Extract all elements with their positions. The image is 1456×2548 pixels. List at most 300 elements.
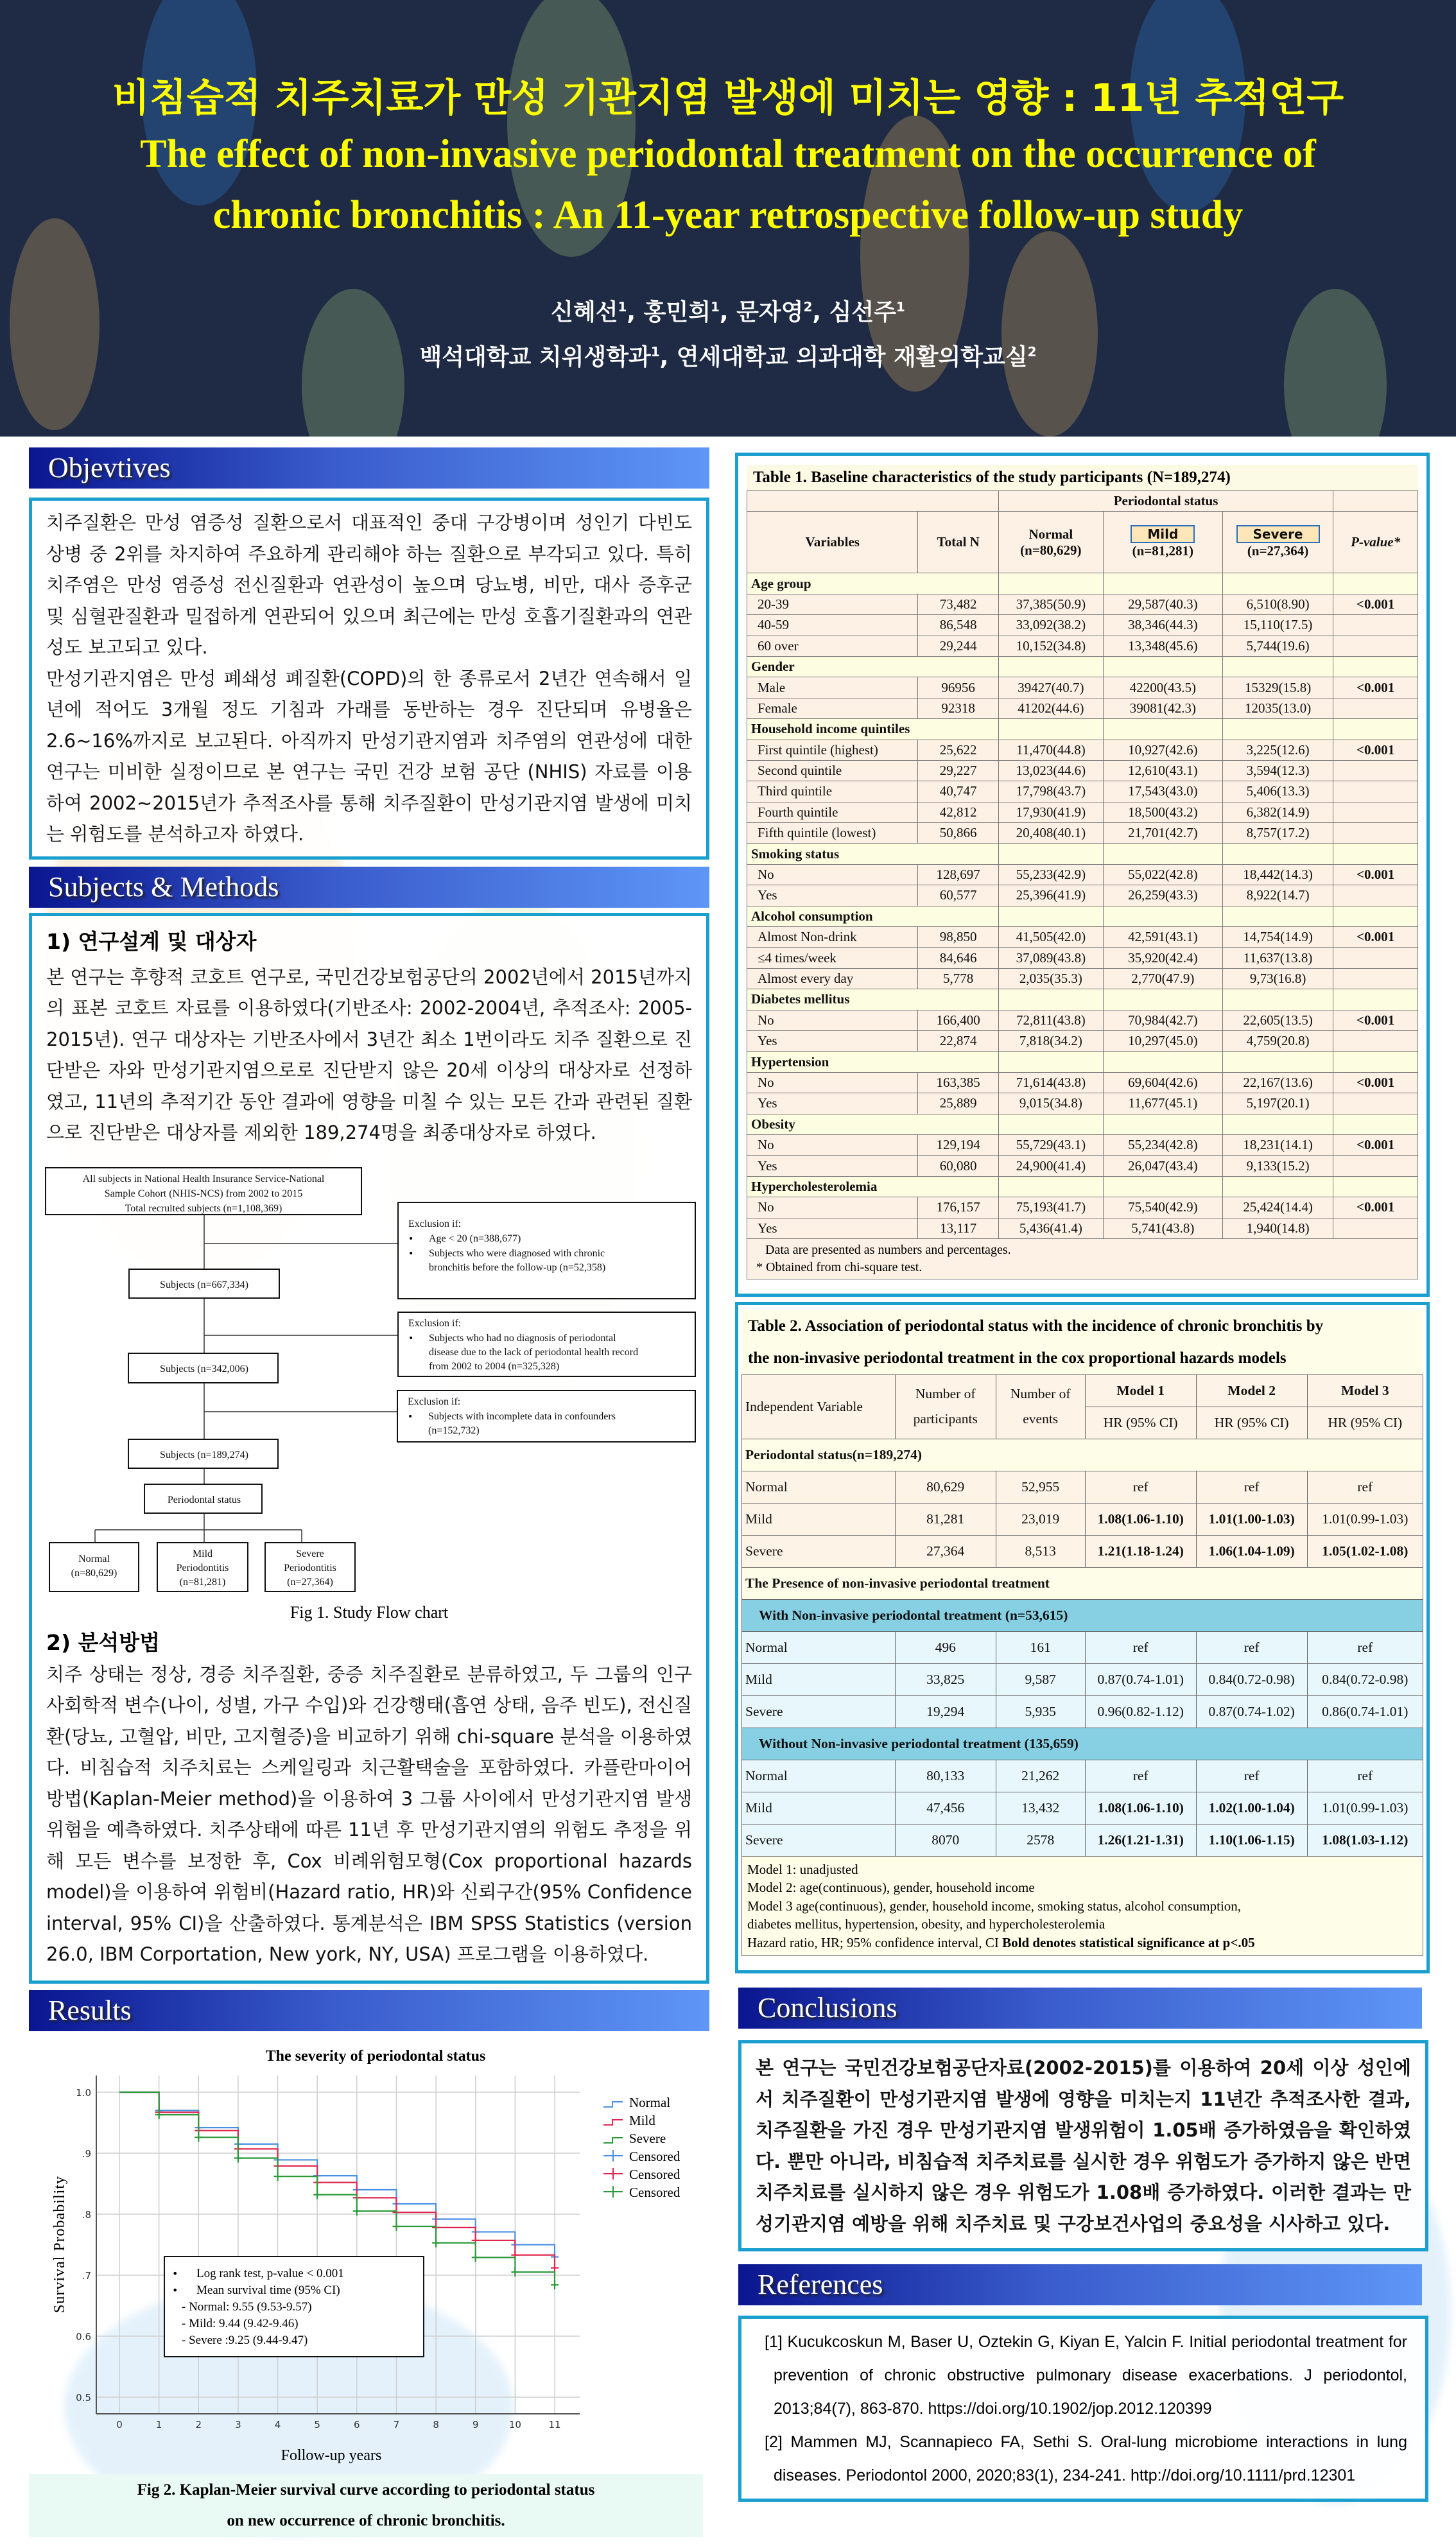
table1-cell (1333, 760, 1418, 781)
legend-line-icon (603, 2138, 623, 2143)
table1-row (747, 823, 1418, 844)
annotation-text: Log rank test, p-value < 0.001 (196, 2266, 344, 2280)
x-axis-label: Follow-up years (281, 2447, 382, 2464)
table2-cell: 19,294 (895, 1695, 996, 1728)
note-bold-text: Bold denotes statistical significance at p<.05 (1002, 1934, 1255, 1950)
group-label: Alcohol consumption (747, 906, 999, 926)
table1-row (747, 1197, 1418, 1218)
table2-cell: ref (1196, 1631, 1307, 1663)
table1-cell: 11,677(45.1) (1103, 1093, 1222, 1114)
table1-cell (1333, 615, 1418, 636)
table2-cell: Mild (742, 1663, 896, 1695)
flow-box-leaf (49, 1543, 139, 1591)
header-line: Number of (1010, 1386, 1071, 1402)
table2-header-variable: Independent Variable (742, 1374, 896, 1439)
exclusion-item: disease due to the lack of periodontal health record (429, 1346, 639, 1358)
table1-row (747, 1030, 1418, 1051)
bullet-icon: • (408, 1248, 414, 1259)
x-tick-label: 9 (472, 2418, 479, 2431)
table1-box (735, 453, 1430, 1297)
table1-cell: 22,167(13.6) (1222, 1072, 1333, 1093)
reference-item: [2] Mammen MJ, Scannapieco FA, Sethi S. Oral-lung microbiome interactions in lung diseases. Periodontol 2000, 2020;83(1), 234-241. http://doi.org/10.1111/prd.12301 (765, 2433, 1407, 2485)
table1-cell: Yes (747, 1218, 918, 1238)
group-label: Diabetes mellitus (747, 989, 999, 1010)
table1-cell: 55,234(42.8) (1103, 1134, 1222, 1155)
references-box (738, 2316, 1428, 2502)
table1-cell (1333, 781, 1418, 802)
flow-box-text: Total recruited subjects (n=1,108,369) (125, 1202, 282, 1214)
table2-notes (741, 1857, 1423, 1957)
censored-mark (551, 2263, 559, 2272)
table1-cell: 3,594(12.3) (1222, 760, 1333, 781)
table1-cell: 22,874 (918, 1030, 998, 1051)
left-column (29, 447, 709, 2537)
table2-header-events (996, 1374, 1085, 1439)
table1-row (747, 636, 1418, 656)
empty-cell (1222, 844, 1333, 864)
table1-cell: 75,540(42.9) (1103, 1197, 1222, 1218)
group-label: Obesity (747, 1114, 999, 1134)
table2-cell: Severe (742, 1824, 896, 1856)
table1-cell: 39427(40.7) (998, 677, 1103, 698)
table1-note: Data are presented as numbers and percentages. (765, 1242, 1011, 1257)
table2-cell: 0.84(0.72-0.98) (1307, 1663, 1423, 1695)
table1-group-row (747, 989, 1418, 1010)
table1-cell: 17,930(41.9) (998, 802, 1103, 822)
table1-header-variables: Variables (747, 512, 918, 573)
author-name: 문자영 (736, 299, 804, 325)
empty-cell (1333, 1052, 1418, 1072)
censored-mark (551, 2280, 559, 2289)
header-line: Number of (915, 1386, 976, 1402)
legend-censor-icon (603, 2150, 623, 2162)
table2-box (735, 1302, 1430, 1974)
table1-cell: 3,225(12.6) (1222, 740, 1333, 760)
flow-leaf-text: Periodontitis (176, 1562, 229, 1573)
group-label: Hypercholesterolemia (747, 1176, 999, 1197)
table1-cell: 25,889 (918, 1093, 998, 1114)
table1-header-normal (998, 512, 1103, 573)
empty-cell (1222, 719, 1333, 740)
table1-cell: 92318 (918, 698, 998, 718)
table2-cell: 1.05(1.02-1.08) (1307, 1535, 1423, 1567)
km-curve-normal (119, 2092, 555, 2257)
y-axis-label: Survival Probability (51, 2175, 68, 2313)
y-tick-label: .9 (82, 2147, 91, 2160)
empty-cell (1103, 719, 1222, 740)
table2-cell: 1.08(1.06-1.10) (1085, 1792, 1196, 1824)
header-line: participants (913, 1411, 978, 1427)
legend-label: Mild (629, 2112, 655, 2128)
table1-cell: 60 over (747, 636, 918, 656)
table2-row (742, 1535, 1423, 1567)
table1-cell: <0.001 (1333, 594, 1418, 614)
table1-cell: Almost Non-drink (747, 927, 918, 948)
empty-cell (1103, 656, 1222, 677)
table1-cell: 98,850 (918, 927, 998, 948)
x-tick-label: 4 (274, 2418, 281, 2431)
group-label: Gender (747, 656, 999, 677)
empty-cell (1222, 1052, 1333, 1072)
table1-cell: 5,741(43.8) (1103, 1218, 1222, 1238)
y-tick-label: .7 (82, 2269, 91, 2282)
table1-cell: 21,701(42.7) (1103, 823, 1222, 844)
table1-cell: Yes (747, 1093, 918, 1114)
table2-header-hr: HR (95% CI) (1196, 1407, 1307, 1439)
table1-cell: Third quintile (747, 781, 918, 802)
table1-cell: No (747, 864, 918, 885)
table1-cell: 22,605(13.5) (1222, 1010, 1333, 1030)
table2-row (742, 1792, 1423, 1824)
methods-box (29, 913, 709, 1984)
table1-cell: <0.001 (1333, 740, 1418, 760)
table1-row (747, 677, 1418, 698)
censored-mark (195, 2133, 202, 2142)
table1-cell: 69,604(42.6) (1103, 1072, 1222, 1093)
references-heading: References (738, 2264, 1422, 2305)
empty-cell (1222, 989, 1333, 1010)
table1-header-total: Total N (918, 512, 998, 573)
table2-title-line: Table 2. Association of periodontal status with the incidence of chronic bronchitis by (748, 1317, 1324, 1335)
table1-cell: Fifth quintile (lowest) (747, 823, 918, 844)
table1-cell: No (747, 1134, 918, 1155)
table1-cell: First quintile (highest) (747, 740, 918, 760)
table2-section-row (742, 1567, 1423, 1599)
legend-label: Severe (629, 2130, 666, 2146)
table1-cell: 40-59 (747, 615, 918, 636)
table1-cell: 18,442(14.3) (1222, 864, 1333, 885)
table1-cell (1333, 1030, 1418, 1051)
table1-cell: 17,798(43.7) (998, 781, 1103, 802)
affiliations: 백석대학교 치위생학과$^1$, 연세대학교 의과대학 재활의학교실$^2$ (419, 344, 1037, 370)
table1-cell: 10,297(45.0) (1103, 1030, 1222, 1051)
x-tick-label: 7 (393, 2418, 400, 2431)
kaplan-meier-chart (26, 2031, 706, 2474)
table1-cell: 9,133(15.2) (1222, 1156, 1333, 1176)
fig2-caption-line-2: on new occurrence of chronic bronchitis. (227, 2511, 505, 2529)
methods-analysis-text: 치주 상태는 정상, 경증 치주질환, 중증 치주질환로 분류하였고, 두 그룹의 인구사회학적 변수(나이, 성별, 가구 수입)와 건강행태(흡연 상태, 음주 빈도), 전신질환(당뇨, 고혈압, 비만, 고지혈증)을 비교하기 위해 chi-square 분석을 이용하였다. 비침습적 치주치료는 스케일링과 치근활택술을 포함하였다. 카플란마이어 방법(Kaplan-Meier method)을 이용하여 3 그룹 사이에서 만성기관지염 발생 위험을 예측하였다. 치주상태에 따른 11년 후 만성기관지염의 위험도 추정을 위해 모든 변수를 보정한 후, Cox 비례위험모형(Cox proportional hazards model)을 이용하여 위험비(Hazard ratio, HR)와 신뢰구간(95% Confidence interval, 95% CI)을 산출하였다. 통계분석은 IBM SPSS Statistics (version 26.0, IBM Corportation, New york, NY, USA) 프로그램을 이용하였다. (46, 1663, 692, 1965)
author-name: 연세대학교 의과대학 재활의학교실 (676, 344, 1028, 370)
table2-cell: 1.08(1.03-1.12) (1307, 1824, 1423, 1856)
annotation-text: Mean survival time (95% CI) (196, 2283, 340, 2297)
table2-title-line: the non-invasive periodontal treatment in the cox proportional hazards models (748, 1349, 1287, 1367)
chart-title: The severity of periodontal status (265, 2047, 486, 2065)
table1-cell: 9,015(34.8) (998, 1093, 1103, 1114)
results-heading: Results (29, 1990, 709, 2031)
table1-cell: 5,197(20.1) (1222, 1093, 1333, 1114)
table2-cell: Mild (742, 1792, 896, 1824)
table2-cell: 52,955 (996, 1471, 1085, 1503)
table1-cell: 2,770(47.9) (1103, 968, 1222, 989)
table1-cell (1333, 636, 1418, 656)
table2-cell: Severe (742, 1535, 896, 1567)
table2-cell: ref (1196, 1471, 1307, 1503)
table1-group-row (747, 844, 1418, 864)
objectives-paragraph: 만성기관지염은 만성 폐쇄성 폐질환(COPD)의 한 종류로서 2년간 연속해서 일년에 적어도 3개월 정도 기침과 가래를 동반하는 경우 진단되며 유병율은 2.6~16%까지로 보고된다. 아직까지 만성기관지염과 치주염의 연관성에 대한 연구는 미비한 실정이므로 본 연구는 국민 건강 보험 공단 (NHIS) 자료를 이용하여 2002~2015년가 추적조사를 통해 치주질환이 만성기관지염 발생에 미치는 위험도를 분석하고자 하였다. (46, 667, 692, 845)
table1-row (747, 927, 1418, 948)
table1-cell: 6,382(14.9) (1222, 802, 1333, 822)
table2-row (742, 1760, 1423, 1792)
group-label: Household income quintiles (747, 719, 999, 740)
table1-header-mild (1103, 512, 1222, 573)
header-label: Normal (1028, 526, 1073, 542)
table1-cell: 13,023(44.6) (998, 760, 1103, 781)
table1-cell: 29,227 (918, 760, 998, 781)
flow-box-text: All subjects in National Health Insurance Service-National (82, 1173, 325, 1184)
table1-cell: 29,244 (918, 636, 998, 656)
table2-row (742, 1631, 1423, 1663)
empty-cell (998, 573, 1103, 594)
legend-label: Censored (629, 2166, 680, 2182)
table1-cell: 163,385 (918, 1072, 998, 1093)
methods-subheading-analysis: 2) 분석방법 (46, 1629, 160, 1655)
author-name: 심선주 (829, 299, 896, 325)
table1-cell: 13,348(45.6) (1103, 636, 1222, 656)
table1-note: * Obtained from chi-square test. (756, 1260, 923, 1274)
table1-cell: Fourth quintile (747, 802, 918, 822)
table2-cell: 1.06(1.04-1.09) (1196, 1535, 1307, 1567)
table1-group-row (747, 573, 1418, 594)
table1-cell: 129,194 (918, 1134, 998, 1155)
table2-note: Model 2: age(continuous), gender, household income (747, 1880, 1035, 1896)
table2-cell: 0.86(0.74-1.01) (1307, 1695, 1423, 1728)
table2-cell: 2578 (996, 1824, 1085, 1856)
table1-cell: 60,080 (918, 1156, 998, 1176)
legend-label: Censored (629, 2148, 680, 2164)
y-tick-label: 0.5 (76, 2391, 91, 2404)
table1-cell: 25,396(41.9) (998, 885, 1103, 906)
empty-cell (998, 1176, 1103, 1197)
bullet-icon: • (408, 1333, 414, 1344)
exclusion-item: Subjects with incomplete data in confounders (428, 1410, 616, 1422)
table2-cell: 0.84(0.72-0.98) (1196, 1663, 1307, 1695)
table1-cell: <0.001 (1333, 1197, 1418, 1218)
bullet-icon: • (172, 2284, 178, 2296)
table1-cell: ≤4 times/week (747, 948, 918, 968)
empty-cell (1333, 573, 1418, 594)
x-tick-label: 10 (508, 2418, 521, 2431)
table1-cell: 176,157 (918, 1197, 998, 1218)
table1-cell: <0.001 (1333, 1072, 1418, 1093)
y-tick-label: 1.0 (76, 2086, 91, 2099)
table2-note: Model 1: unadjusted (747, 1861, 858, 1877)
table1-group-row (747, 656, 1418, 677)
section-label: With Non-invasive periodontal treatment (n=53,615) (742, 1599, 1423, 1631)
section-label: Periodontal status(n=189,274) (742, 1439, 1423, 1471)
table1-row (747, 1156, 1418, 1176)
table2-cell: 1.02(1.00-1.04) (1196, 1792, 1307, 1824)
table2-row (742, 1471, 1423, 1503)
flow-box-text: Sample Cohort (NHIS-NCS) from 2002 to 2015 (104, 1188, 303, 1199)
conclusions-box (738, 2040, 1428, 2251)
table1-cell: 41202(44.6) (998, 698, 1103, 718)
table2-header-hr: HR (95% CI) (1085, 1407, 1196, 1439)
table2-section-row (742, 1599, 1423, 1631)
table1-cell: <0.001 (1333, 927, 1418, 948)
exclusion-title: Exclusion if: (408, 1317, 462, 1329)
table2-cell: 8070 (895, 1824, 996, 1856)
table1-cell: 5,778 (918, 968, 998, 989)
exclusion-title: Exclusion if: (408, 1218, 462, 1229)
table2-note: Model 3 age(continuous), gender, household income, smoking status, alcohol consumption, (747, 1898, 1242, 1914)
empty-cell (1333, 844, 1418, 864)
affiliation-mark: 1 (896, 299, 905, 315)
table2-cell: 1.08(1.06-1.10) (1085, 1503, 1196, 1535)
censored-mark (392, 2222, 400, 2231)
table1-cell: 4,759(20.8) (1222, 1030, 1333, 1051)
table1-cell: 24,900(41.4) (998, 1156, 1103, 1176)
table1-cell: 13,117 (918, 1218, 998, 1238)
x-tick-label: 2 (195, 2418, 202, 2431)
legend-censor-icon (603, 2168, 623, 2180)
table1-cell: 9,73(16.8) (1222, 968, 1333, 989)
table1-cell: 2,035(35.3) (998, 968, 1103, 989)
group-label: Age group (747, 573, 999, 594)
table1-row (747, 760, 1418, 781)
fig2-caption (29, 2474, 703, 2537)
table1-cell: 60,577 (918, 885, 998, 906)
empty-cell (1333, 719, 1418, 740)
table1-cell: 10,152(34.8) (998, 636, 1103, 656)
table1-cell (1333, 698, 1418, 718)
table2-cell: 161 (996, 1631, 1085, 1663)
study-flow-chart (39, 1159, 706, 1602)
empty-cell (1103, 989, 1222, 1010)
table2-cell: 1.01(0.99-1.03) (1307, 1503, 1423, 1535)
empty-cell (998, 656, 1103, 677)
table1 (747, 490, 1418, 1239)
table1-cell: 8,922(14.7) (1222, 885, 1333, 906)
table1-cell: 11,637(13.8) (1222, 948, 1333, 968)
table1-row (747, 885, 1418, 906)
table2-cell: 13,432 (996, 1792, 1085, 1824)
table1-cell: 18,500(43.2) (1103, 802, 1222, 822)
exclusion-title: Exclusion if: (408, 1396, 461, 1407)
table1-cell: 20-39 (747, 594, 918, 614)
flow-text: Subjects (n=189,274) (160, 1449, 248, 1460)
table2-header-hr: HR (95% CI) (1307, 1407, 1423, 1439)
table1-cell: 1,940(14.8) (1222, 1218, 1333, 1238)
table1-cell: 17,543(43.0) (1103, 781, 1222, 802)
affiliation-mark: 1 (710, 299, 720, 315)
empty-cell (1103, 844, 1222, 864)
table1-cell: 40,747 (918, 781, 998, 802)
table2-cell: ref (1085, 1760, 1196, 1792)
table2-cell: Normal (742, 1760, 896, 1792)
table2-cell: ref (1085, 1631, 1196, 1663)
table2-cell: 496 (895, 1631, 996, 1663)
table2-cell: 33,825 (895, 1663, 996, 1695)
table2-section-row (742, 1728, 1423, 1760)
table1-cell: 7,818(34.2) (998, 1030, 1103, 1051)
table2-header-model1: Model 1 (1085, 1374, 1196, 1407)
table2-row (742, 1663, 1423, 1695)
title-korean: 비침습적 치주치료가 만성 기관지염 발생에 미치는 영향 : 11년 추적연구 (112, 76, 1344, 121)
table1-cell: 14,754(14.9) (1222, 927, 1333, 948)
table2-cell: 27,364 (895, 1535, 996, 1567)
table1-cell: Male (747, 677, 918, 698)
flow-leaf-text: Periodontitis (284, 1562, 336, 1573)
group-label: Smoking status (747, 844, 999, 864)
y-tick-label: .8 (82, 2208, 91, 2221)
table1-cell: 42,591(43.1) (1103, 927, 1222, 948)
flow-text: Subjects (n=667,334) (160, 1279, 248, 1290)
header-n: (n=81,281) (1132, 543, 1194, 559)
table1-cell: Yes (747, 885, 918, 906)
table2-row (742, 1503, 1423, 1535)
censored-mark (274, 2172, 282, 2181)
table1-cell: 25,424(14.4) (1222, 1197, 1333, 1218)
table1-header-pvalue: P-value* (1333, 512, 1418, 573)
bullet-icon: • (172, 2267, 178, 2280)
annotation-text: - Mild: 9.44 (9.42-9.46) (182, 2316, 299, 2330)
table1-cell: 38,346(44.3) (1103, 615, 1222, 636)
flow-leaf-text: (n=27,364) (287, 1576, 333, 1588)
table1-row (747, 594, 1418, 614)
flow-leaf-text: (n=81,281) (179, 1576, 226, 1588)
header-n: (n=27,364) (1247, 543, 1309, 559)
table1-cell (1333, 1156, 1418, 1176)
table1-cell: 55,022(42.8) (1103, 864, 1222, 885)
table1-cell: No (747, 1072, 918, 1093)
table2-section-row (742, 1439, 1423, 1471)
table1-group-row (747, 1052, 1418, 1072)
header-label: Mild (1131, 525, 1195, 543)
affiliation-mark: 2 (1027, 344, 1037, 360)
table2-cell: 9,587 (996, 1663, 1085, 1695)
table2-cell: Normal (742, 1631, 896, 1663)
reference-item: [1] Kucukcoskun M, Baser U, Oztekin G, Kiyan E, Yalcin F. Initial periodontal treatment for prevention of chronic obstructive pulmonary disease exacerbations. J periodontol, 2013;84(7), 863-870. https://doi.org/10.1902/jop.2012.120399 (765, 2333, 1407, 2418)
table1-cell: 5,436(41.4) (998, 1218, 1103, 1238)
empty-cell (998, 906, 1103, 926)
table1-cell: Yes (747, 1030, 918, 1051)
table1-cell (1333, 968, 1418, 989)
x-tick-label: 8 (433, 2418, 439, 2431)
poster-header (0, 0, 1456, 437)
table1-cell: 10,927(42.6) (1103, 740, 1222, 760)
affiliation-mark: 2 (803, 299, 813, 315)
table2-cell: 0.87(0.74-1.01) (1085, 1663, 1196, 1695)
table1-group-row (747, 1176, 1418, 1197)
table1-header-severe (1222, 512, 1333, 573)
table1-cell: 50,866 (918, 823, 998, 844)
table1-row (747, 1010, 1418, 1030)
table2-note (747, 1934, 1417, 1952)
empty-cell (998, 719, 1103, 740)
empty-cell (1333, 1114, 1418, 1134)
table1-cell: 18,231(14.1) (1222, 1134, 1333, 1155)
table1-cell: 35,920(42.4) (1103, 948, 1222, 968)
table2-cell: 8,513 (996, 1535, 1085, 1567)
table1-header-periodontal-status: Periodontal status (998, 491, 1333, 512)
table1-cell: 5,744(19.6) (1222, 636, 1333, 656)
table1-cell: 15329(15.8) (1222, 677, 1333, 698)
table1-cell: 26,259(43.3) (1103, 885, 1222, 906)
exclusion-item: Subjects who had no diagnosis of periodontal (429, 1332, 616, 1344)
table1-cell (1333, 948, 1418, 968)
title-english-line-1: The effect of non-invasive periodontal treatment on the occurrence of (140, 132, 1316, 176)
table2-cell: 47,456 (895, 1792, 996, 1824)
table2-cell: ref (1085, 1471, 1196, 1503)
table2-note: diabetes mellitus, hypertension, obesity, and hypercholesterolemia (747, 1916, 1105, 1932)
conclusions-text: 본 연구는 국민건강보험공단자료(2002-2015)를 이용하여 20세 이상 성인에서 치주질환이 만성기관지염 발생에 영향을 미치는지 11년간 추적조사한 결과, 치주질환을 가진 경우 만성기관지염 발생위험이 1.05배 증가하였음을 확인하였다. 뿐만 아니라, 비침습적 치주치료를 실시한 경우 위험도가 증가하지 않은 반면 치주치료를 실시하지 않은 경우 위험도가 1.08배 증가하였다. 이러한 결과는 만성기관지염 예방을 위해 치주치료 및 구강보건사업의 중요성을 시사하고 있다. (756, 2057, 1411, 2235)
exclusion-item: (n=152,732) (428, 1425, 480, 1436)
affiliation-mark: 1 (618, 299, 627, 315)
table1-row (747, 968, 1418, 989)
table2-cell: 1.01(1.00-1.03) (1196, 1503, 1307, 1535)
flow-leaf-text: Severe (296, 1548, 324, 1559)
empty-cell (998, 1114, 1103, 1134)
